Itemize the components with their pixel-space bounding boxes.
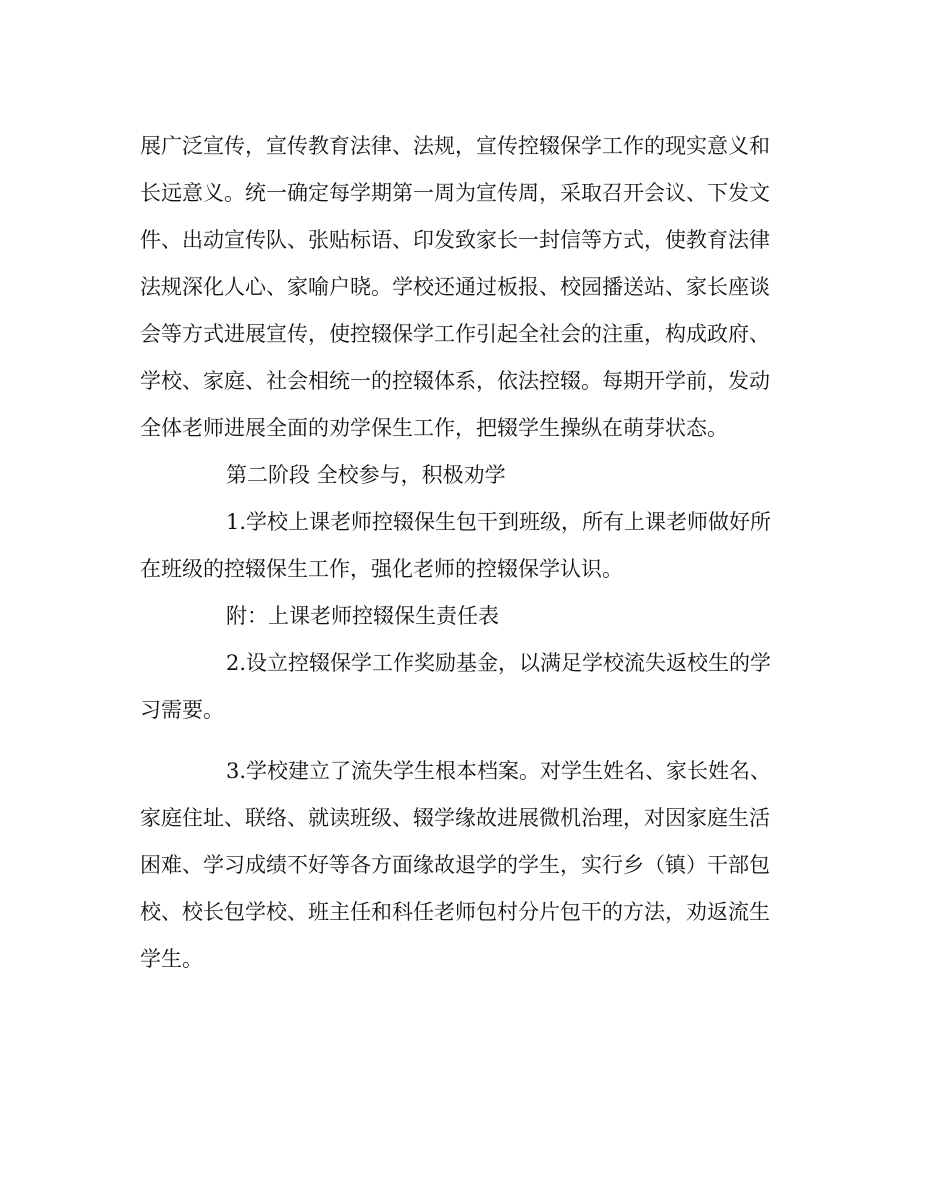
paragraph-line: 长远意义。统一确定每学期第一周为宣传周，采取召开会议、下发文 xyxy=(140,181,770,205)
paragraph-line: 3.学校建立了流失学生根本档案。对学生姓名、家长姓名、 xyxy=(226,759,772,783)
paragraph-line: 全体老师进展全面的劝学保生工作，把辍学生操纵在萌芽状态。 xyxy=(140,416,728,440)
paragraph-line: 2.设立控辍保学工作奖励基金，以满足学校流失返校生的学 xyxy=(226,651,772,675)
paragraph-line: 学生。 xyxy=(140,947,203,971)
document-body xyxy=(140,123,800,983)
paragraph-line: 在班级的控辍保生工作，强化老师的控辍保学认识。 xyxy=(140,557,623,581)
paragraph-line: 习需要。 xyxy=(140,698,224,722)
paragraph-line: 学校、家庭、社会相统一的控辍体系，依法控辍。每期开学前，发动 xyxy=(140,369,770,393)
paragraph-line: 附：上课老师控辍保生责任表 xyxy=(226,604,499,628)
paragraph-line: 会等方式进展宣传，使控辍保学工作引起全社会的注重，构成政府、 xyxy=(140,322,770,346)
paragraph-line: 1.学校上课老师控辍保生包干到班级，所有上课老师做好所 xyxy=(226,510,772,534)
paragraph-line: 展广泛宣传，宣传教育法律、法规，宣传控辍保学工作的现实意义和 xyxy=(140,134,770,158)
paragraph-line: 困难、学习成绩不好等各方面缘故退学的学生，实行乡（镇）干部包 xyxy=(140,853,770,877)
paragraph-line: 家庭住址、联络、就读班级、辍学缘故进展微机治理，对因家庭生活 xyxy=(140,806,770,830)
paragraph-line: 法规深化人心、家喻户晓。学校还通过板报、校园播送站、家长座谈 xyxy=(140,275,770,299)
paragraph-line: 第二阶段 全校参与，积极劝学 xyxy=(226,463,506,487)
paragraph-line: 件、出动宣传队、张贴标语、印发致家长一封信等方式，使教育法律 xyxy=(140,228,770,252)
paragraph-line: 校、校长包学校、班主任和科任老师包村分片包干的方法，劝返流生 xyxy=(140,900,770,924)
